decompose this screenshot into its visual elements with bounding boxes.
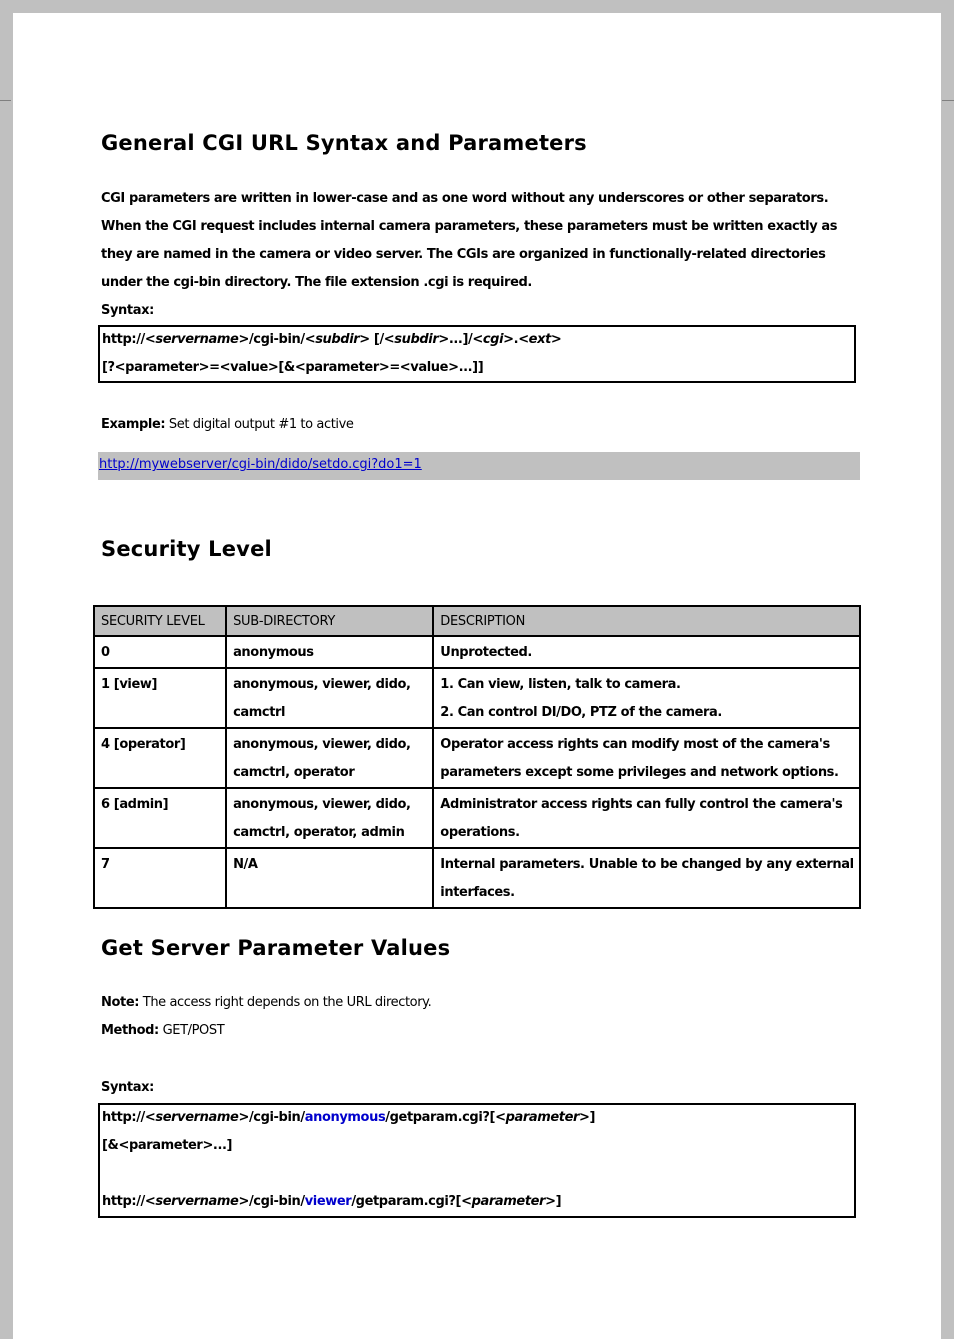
cell-desc [433,668,860,728]
desc-line: Internal parameters. Unable to be changed by any external interfaces. [440,857,854,900]
syntax-box [98,325,856,383]
method-label: Method: [101,1023,159,1038]
example-label: Example: [101,417,166,432]
cell-desc [433,636,860,668]
section-title-cgi-syntax: General CGI URL Syntax and Parameters [101,131,587,155]
cell-subdir: anonymous, viewer, dido, camctrl [226,668,433,728]
cell-subdir: anonymous [226,636,433,668]
syntax-var: <servername> [144,1110,249,1125]
section-title-security-level: Security Level [101,537,272,561]
syntax-text: http:// [102,1110,145,1125]
syntax-var: <subdir> [304,332,370,347]
desc-line: Administrator access rights can fully control the camera's operations. [440,797,843,840]
cell-desc [433,728,860,788]
syntax-text: [/ [369,332,384,347]
cell-subdir: anonymous, viewer, dido, camctrl, operator [226,728,433,788]
note-line [101,995,431,1010]
example-url-bar [98,452,860,480]
syntax-var: <cgi> [472,332,514,347]
document-page [13,13,941,1339]
section-title-get-server-params: Get Server Parameter Values [101,936,451,960]
table-row [94,668,860,728]
desc-line: 2. Can control DI/DO, PTZ of the camera. [440,705,722,720]
crop-mark-left [0,100,11,101]
header-sub-directory: SUB-DIRECTORY [226,606,433,636]
getparam-syntax-box [98,1103,856,1218]
desc-line: Operator access rights can modify most of the camera's parameters except some privileges and network options. [440,737,839,780]
syntax-label: Syntax: [101,303,154,318]
syntax-var: <parameter> [495,1110,590,1125]
syntax-line-2: [?<parameter>=<value>[&<parameter>=<value>...]] [102,360,484,375]
intro-line: CGI parameters are written in lower-case and as one word without any underscores or other separators. [101,191,829,206]
syntax-text: /cgi-bin/ [248,1110,305,1125]
note-text: The access right depends on the URL directory. [139,995,432,1010]
table-row [94,848,860,908]
syntax-var: <servername> [144,1194,249,1209]
table-row [94,636,860,668]
syntax-directory: viewer [304,1194,352,1209]
cell-desc [433,788,860,848]
header-description: DESCRIPTION [433,606,860,636]
getparam-syntax-line-2: [&<parameter>...] [102,1138,233,1153]
syntax-var: <servername> [144,332,249,347]
example-text: Set digital output #1 to active [165,417,354,432]
table-row [94,728,860,788]
cell-level: 4 [operator] [94,728,226,788]
syntax-line-1 [102,332,561,347]
cell-level: 7 [94,848,226,908]
method-line [101,1023,224,1038]
syntax-label: Syntax: [101,1080,154,1095]
syntax-text: . [513,332,519,347]
intro-paragraph [101,185,861,297]
syntax-text: /cgi-bin/ [248,1194,305,1209]
cell-subdir: anonymous, viewer, dido, camctrl, operator, admin [226,788,433,848]
intro-line: they are named in the camera or video server. The CGIs are organized in functionally-related directories [101,247,826,262]
syntax-text: /getparam.cgi?[ [385,1110,496,1125]
desc-line: 1. Can view, listen, talk to camera. [440,677,681,692]
cell-level: 6 [admin] [94,788,226,848]
syntax-text: http:// [102,1194,145,1209]
desc-line: Unprotected. [440,645,532,660]
table-header-row [94,606,860,636]
getparam-syntax-line-1 [102,1110,595,1125]
syntax-directory: anonymous [304,1110,386,1125]
cell-desc [433,848,860,908]
example-url-link[interactable]: http://mywebserver/cgi-bin/dido/setdo.cgi?do1=1 [99,457,422,472]
syntax-text: ] [555,1194,562,1209]
security-level-table [93,605,861,909]
syntax-text: /getparam.cgi?[ [351,1194,462,1209]
syntax-var: <parameter> [461,1194,556,1209]
syntax-text: /cgi-bin/ [248,332,305,347]
crop-mark-right [942,100,954,101]
intro-line: under the cgi-bin directory. The file extension .cgi is required. [101,275,532,290]
cell-subdir: N/A [226,848,433,908]
note-label: Note: [101,995,140,1010]
header-security-level: SECURITY LEVEL [94,606,226,636]
syntax-text: ...]/ [448,332,473,347]
syntax-text: http:// [102,332,145,347]
cell-level: 0 [94,636,226,668]
syntax-var: <ext> [518,332,562,347]
intro-line: When the CGI request includes internal camera parameters, these parameters must be written exactly as [101,219,838,234]
syntax-text: ] [589,1110,596,1125]
table-row [94,788,860,848]
syntax-var: <subdir> [383,332,449,347]
getparam-syntax-line-3 [102,1194,561,1209]
example-line [101,417,354,432]
cell-level: 1 [view] [94,668,226,728]
method-text: GET/POST [158,1023,225,1038]
